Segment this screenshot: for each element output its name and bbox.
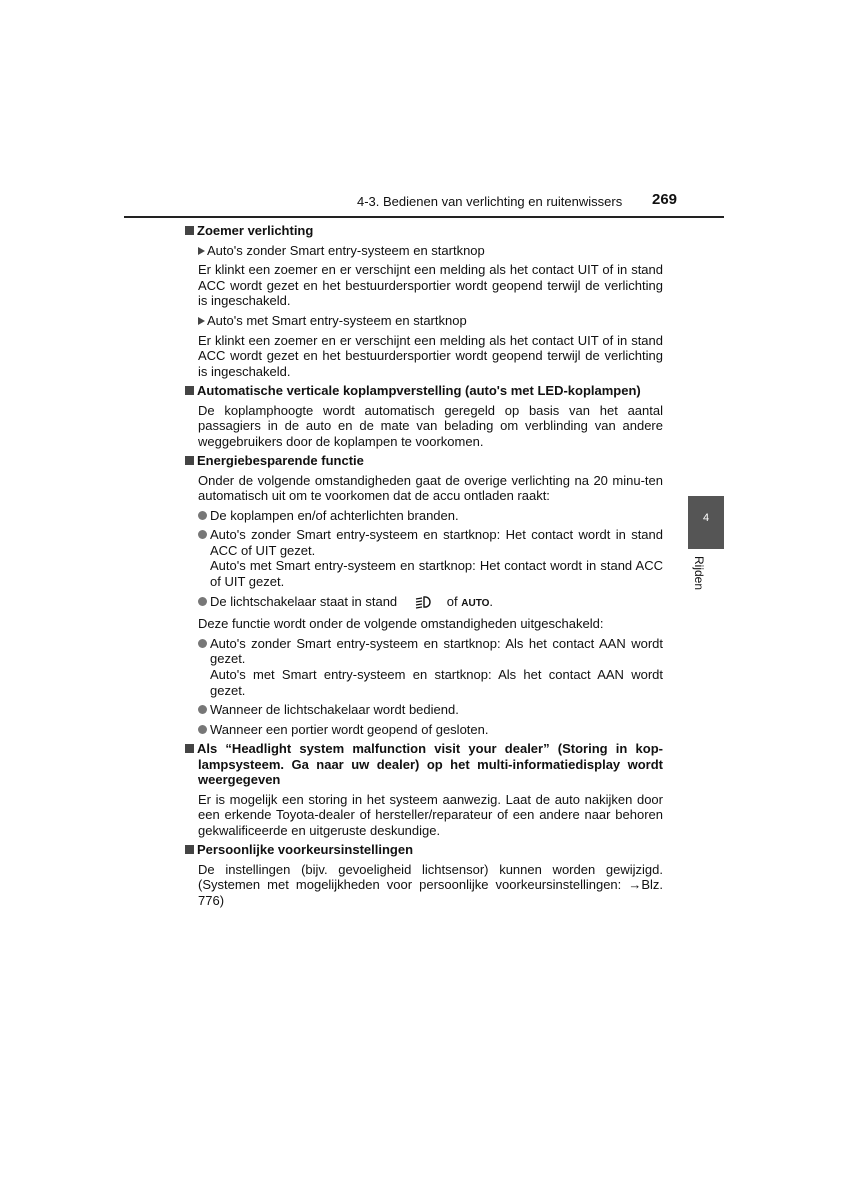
square-bullet-icon — [185, 226, 194, 235]
subheading — [198, 313, 663, 329]
round-bullet-icon — [198, 639, 207, 648]
round-bullet-icon — [198, 725, 207, 734]
list-item-text: . — [489, 593, 494, 609]
heading-personal — [185, 842, 663, 858]
paragraph: Er is mogelijk een storing in het systeem aanwezig. Laat de auto nakijken door een erkende Toyota-dealer of hersteller/reparateur of een andere naar behoren gekwalificeerde en uitgeruste deskundige. — [198, 791, 663, 838]
heading-text: Energiebesparende functie — [197, 452, 364, 468]
header-divider — [124, 216, 724, 218]
square-bullet-icon — [185, 845, 194, 854]
list-item-text: De lichtschakelaar staat in stand — [210, 593, 398, 609]
list-item — [198, 527, 663, 558]
list-item-text: Auto's zonder Smart entry-systeem en startknop: Als het contact AAN wordt gezet. — [210, 635, 663, 667]
paragraph: Er klinkt een zoemer en er verschijnt een melding als het contact UIT of in stand ACC wordt gezet en het bestuurdersportier wordt geopend terwijl de verlichting is ingeschakeld. — [198, 332, 663, 379]
list-item — [198, 594, 663, 613]
list-item — [198, 636, 663, 667]
heading-text: Automatische verticale koplampverstelling (auto's met LED-koplampen) — [197, 382, 641, 398]
round-bullet-icon — [198, 511, 207, 520]
square-bullet-icon — [185, 744, 194, 753]
heading-buzzer — [185, 223, 663, 239]
subheading-text: Auto's met Smart entry-systeem en startknop — [207, 312, 467, 328]
triangle-bullet-icon — [198, 247, 205, 255]
heading-malfunction — [185, 741, 663, 788]
round-bullet-icon — [198, 597, 207, 606]
round-bullet-icon — [198, 530, 207, 539]
list-item-continuation: Auto's met Smart entry-systeem en startknop: Het contact wordt in stand ACC of UIT gezet. — [210, 558, 663, 590]
chapter-tab — [688, 496, 724, 549]
page-content — [185, 223, 663, 909]
list-item — [198, 722, 663, 738]
list-item — [198, 702, 663, 718]
subheading-text: Auto's zonder Smart entry-systeem en startknop — [207, 242, 485, 258]
heading-energy — [185, 453, 663, 469]
round-bullet-icon — [198, 705, 207, 714]
section-header-title: 4-3. Bedienen van verlichting en ruitenwissers — [357, 194, 623, 209]
paragraph: De koplamphoogte wordt automatisch geregeld op basis van het aantal passagiers in de auto en de mate van belading om verblinding van andere weggebruikers door de koplampen te voorkomen. — [198, 402, 663, 449]
chapter-label: Rijden — [692, 556, 706, 591]
list-item-text: De koplampen en/of achterlichten branden. — [210, 507, 459, 523]
heading-text: Als “Headlight system malfunction visit your dealer” (Storing in kop-lampsysteem. Ga naar uw dealer) op het multi-informatiedisplay wordt weergegeven — [197, 741, 663, 788]
paragraph: Onder de volgende omstandigheden gaat de overige verlichting na 20 minu-ten automatisch uit om te voorkomen dat de accu ontladen raakt: — [198, 472, 663, 504]
triangle-bullet-icon — [198, 317, 205, 325]
heading-leveling — [185, 383, 663, 399]
list-item-text: Auto's zonder Smart entry-systeem en startknop: Het contact wordt in stand ACC of UIT gezet. — [210, 527, 663, 558]
paragraph: Er klinkt een zoemer en er verschijnt een melding als het contact UIT of in stand ACC wordt gezet en het bestuurdersportier wordt geopend terwijl de verlichting is ingeschakeld. — [198, 262, 663, 309]
page-number: 269 — [652, 191, 678, 208]
paragraph: Deze functie wordt onder de volgende omstandigheden uitgeschakeld: — [198, 616, 604, 632]
list-item — [198, 508, 663, 524]
list-item-continuation: Auto's met Smart entry-systeem en startknop: Als het contact AAN wordt gezet. — [210, 667, 663, 698]
auto-mode-icon: AUTO — [461, 597, 490, 609]
headlight-icon — [415, 595, 437, 613]
heading-text: Persoonlijke voorkeursinstellingen — [197, 842, 414, 858]
heading-text: Zoemer verlichting — [197, 223, 314, 238]
list-item-text: Wanneer de lichtschakelaar wordt bediend. — [210, 702, 459, 718]
chapter-number: 4 — [702, 512, 710, 524]
square-bullet-icon — [185, 386, 194, 395]
list-item-text: of — [446, 593, 458, 609]
subheading — [198, 243, 663, 259]
list-item-text: Wanneer een portier wordt geopend of gesloten. — [210, 721, 489, 737]
square-bullet-icon — [185, 456, 194, 465]
paragraph: De instellingen (bijv. gevoeligheid lichtsensor) kunnen worden gewijzigd. (Systemen met mogelijkheden voor persoonlijke voorkeursinstellingen: →Blz. 776) — [198, 861, 663, 908]
